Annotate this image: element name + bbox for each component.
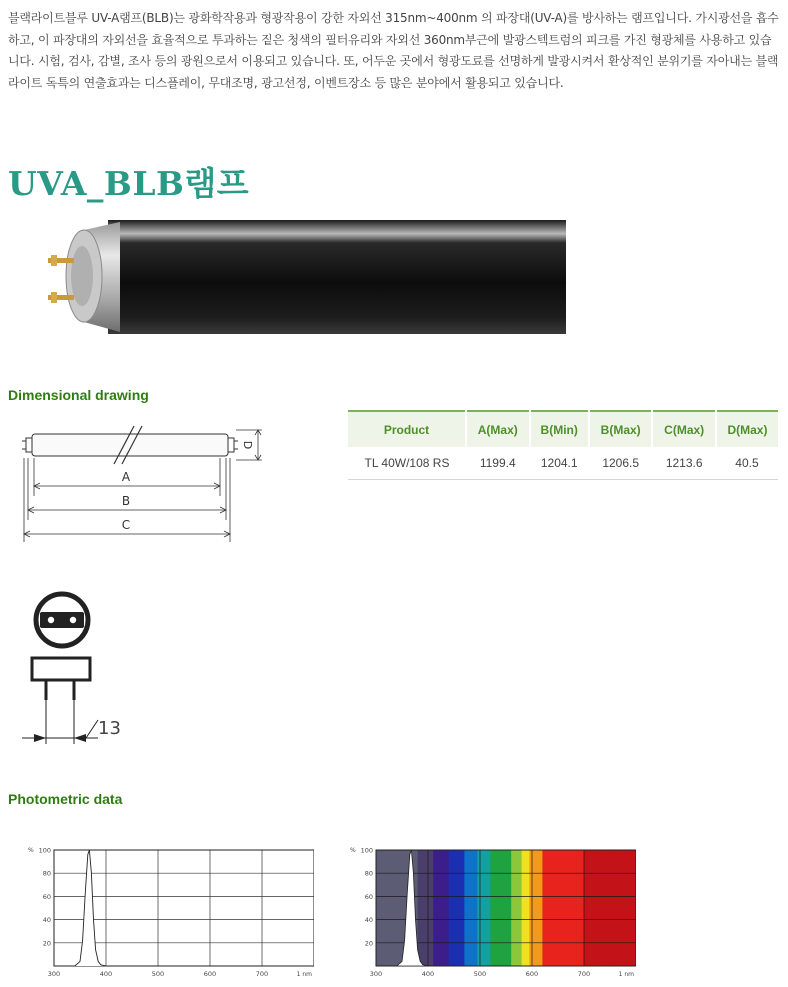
x-axis-unit: 1 nm	[618, 971, 634, 976]
photometric-data-heading: Photometric data	[8, 791, 123, 807]
spectral-chart-spectrum	[346, 842, 636, 976]
y-tick-label: 100	[360, 846, 373, 855]
intro-paragraph: 블랙라이트블루 UV-A램프(BLB)는 광화학작용과 형광작용이 강한 자외선 315nm~400nm 의 파장대(UV-A)를 방사하는 램프입니다. 가시광선을 흡수하고, 이 파장대의 자외선을 효율적으로 투과하는 짙은 청색의 필터유리와 자외선 360nm부근에 발광스텍트럼의 피크를 가진 형광체를 사용하고 있습니다. 시험, 검사, 감별, 조사 등의 광원으로서 이용되고 있습니다. 또, 어두운 곳에서 형광도료를 선명하게 발광시켜서 환상적인 분위기를 자아내는 블랙라이트 독특의 연출효과는 디스플레이, 무대조명, 광고선정, 이벤트장소 등 많은 분야에서 활용되고 있습니다.	[8, 11, 779, 90]
x-tick-label: 700	[255, 970, 269, 976]
y-tick-label: 20	[364, 939, 373, 948]
y-tick-label: 80	[42, 869, 51, 878]
y-tick-label: 40	[42, 916, 51, 925]
cell-a-max: 1199.4	[466, 447, 530, 479]
dim-label-c: C	[121, 518, 131, 532]
spec-table	[348, 410, 778, 480]
pin-base-drawing	[18, 588, 138, 748]
header-b-min: B(Min)	[530, 411, 589, 447]
y-axis-symbol: %	[28, 847, 34, 854]
header-d-max: D(Max)	[716, 411, 778, 447]
dim-label-d: D	[241, 440, 254, 450]
cell-d-max: 40.5	[716, 447, 778, 479]
dim-label-a: A	[121, 470, 131, 484]
x-tick-label: 600	[525, 970, 539, 976]
y-tick-label: 60	[364, 892, 373, 901]
y-axis-symbol: %	[350, 847, 356, 854]
x-axis-unit: 1 nm	[296, 971, 312, 976]
lamp-image	[48, 218, 566, 336]
x-tick-label: 500	[151, 970, 165, 976]
x-tick-label: 300	[369, 970, 383, 976]
table-row	[348, 447, 778, 479]
x-tick-label: 400	[99, 970, 113, 976]
header-c-max: C(Max)	[652, 411, 716, 447]
x-tick-label: 300	[47, 970, 61, 976]
header-b-max: B(Max)	[589, 411, 653, 447]
pin-dimension-label: 13	[98, 718, 121, 739]
cell-product: TL 40W/108 RS	[348, 447, 466, 479]
x-tick-label: 700	[577, 970, 591, 976]
dimensional-drawing-heading: Dimensional drawing	[8, 387, 149, 403]
dim-label-b: B	[121, 494, 131, 508]
dimensional-drawing	[22, 424, 272, 546]
page-title: UVA_BLB램프	[8, 164, 250, 203]
x-tick-label: 400	[421, 970, 435, 976]
cell-c-max: 1213.6	[652, 447, 716, 479]
cell-b-max: 1206.5	[589, 447, 653, 479]
header-a-max: A(Max)	[466, 411, 530, 447]
x-tick-label: 600	[203, 970, 217, 976]
y-tick-label: 20	[42, 939, 51, 948]
cell-b-min: 1204.1	[530, 447, 589, 479]
spectral-chart-plain	[24, 842, 314, 976]
y-tick-label: 100	[38, 846, 51, 855]
header-product: Product	[383, 422, 430, 437]
y-tick-label: 80	[364, 869, 373, 878]
spec-table-header-row	[348, 411, 778, 447]
y-tick-label: 60	[42, 892, 51, 901]
x-tick-label: 500	[473, 970, 487, 976]
y-tick-label: 40	[364, 916, 373, 925]
